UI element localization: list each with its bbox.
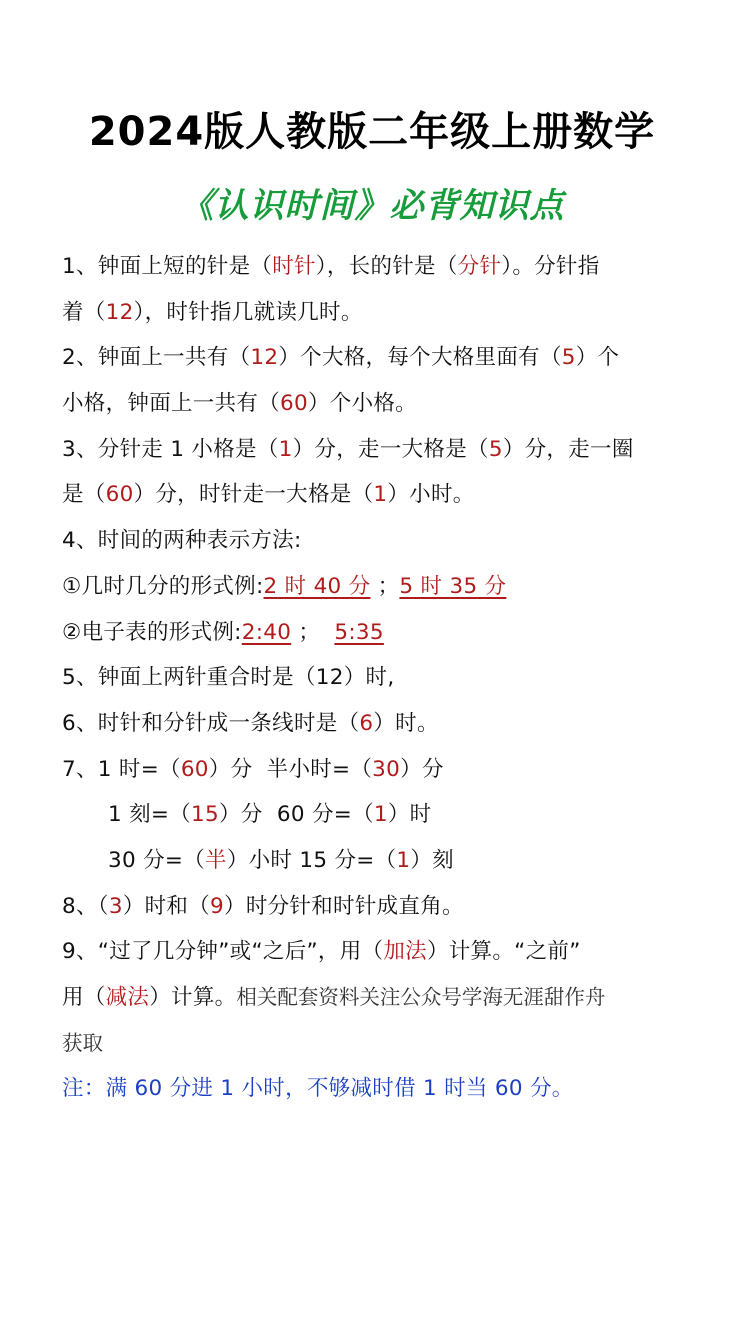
- item-text: 7、1 时=（: [62, 756, 181, 782]
- answer: 12: [105, 299, 134, 325]
- item-text: ；: [370, 573, 400, 599]
- item-text: ）个: [575, 345, 620, 371]
- item-text: 1 刻=（: [108, 802, 192, 828]
- item-text: 着（: [62, 299, 106, 325]
- item-text: ）时分针和时针成直角。: [224, 893, 464, 919]
- item-text: 9、“过了几分钟”或“之后”，用（: [62, 939, 384, 965]
- item-text: 3、分针走 1 小格是（: [62, 436, 279, 462]
- item-text: 2、钟面上一共有（: [62, 345, 251, 371]
- item-text: 6、时针和分针成一条线时是（: [62, 710, 360, 736]
- item-6: [62, 701, 712, 747]
- answer: 2:40: [241, 619, 292, 645]
- item-text: ①几时几分的形式例:: [62, 573, 264, 599]
- item-text: ）小时 15 分=（: [226, 847, 397, 873]
- answer: 5: [561, 345, 576, 371]
- answer: 半: [205, 847, 227, 873]
- answer: 2 时 40 分: [263, 573, 371, 599]
- item-text: 30 分=（: [108, 847, 206, 873]
- item-1-line-2: [62, 290, 712, 336]
- item-text: ；: [291, 619, 335, 645]
- answer: 1: [278, 436, 293, 462]
- item-9-line-1: [62, 929, 712, 975]
- answer: 9: [210, 893, 225, 919]
- item-3-line-1: [62, 427, 712, 473]
- item-text: ）时: [387, 802, 432, 828]
- answer: 加法: [383, 939, 427, 965]
- answer: 12: [250, 345, 279, 371]
- item-text: ）分 半小时=（: [208, 756, 373, 782]
- item-text: ）时和（: [122, 893, 211, 919]
- item-text: 用（: [62, 985, 106, 1010]
- answer: 60: [105, 482, 134, 508]
- note: 注：满 60 分进 1 小时，不够减时借 1 时当 60 分。: [62, 1076, 574, 1102]
- page-title: 2024版人教版二年级上册数学: [88, 109, 656, 155]
- answer: 分针: [457, 254, 502, 279]
- item-5: 5、钟面上两针重合时是（12）时,: [62, 665, 395, 691]
- item-7-line-3: [62, 838, 712, 884]
- item-text: ），时针指几就读几时。: [133, 299, 363, 325]
- item-text: ）计算。“之前”: [426, 939, 581, 965]
- item-9-line-3: 获取: [62, 1030, 103, 1055]
- item-text: ）分，走一大格是（: [292, 436, 489, 462]
- item-4-example-b: [62, 610, 712, 656]
- item-text: ）个大格，每个大格里面有（: [278, 345, 562, 371]
- item-text: ）计算。: [149, 985, 237, 1010]
- item-text: 小格，钟面上一共有（: [62, 391, 281, 417]
- answer: 30: [372, 756, 401, 782]
- answer: 时针: [272, 254, 316, 279]
- item-text: 是（: [62, 482, 106, 508]
- answer: 60: [280, 391, 308, 417]
- item-4-example-a: [62, 564, 712, 610]
- item-text: ）时。: [373, 710, 439, 736]
- item-text: ）分，时针走一大格是（: [133, 482, 374, 508]
- answer: 5: [488, 436, 503, 462]
- answer: 5 时 35 分: [399, 573, 507, 599]
- item-text: 1、钟面上短的针是（: [62, 254, 273, 279]
- answer: 15: [191, 802, 219, 828]
- knowledge-list: [62, 244, 712, 1112]
- item-7-line-1: [62, 747, 712, 793]
- page-subtitle: 《认识时间》必背知识点: [179, 186, 565, 226]
- item-2-line-1: [62, 335, 712, 381]
- item-7-line-2: [62, 792, 712, 838]
- item-2-line-2: [62, 381, 712, 427]
- item-4-heading: 4、时间的两种表示方法:: [62, 528, 302, 554]
- answer: 5:35: [334, 619, 384, 645]
- answer: 1: [373, 802, 388, 828]
- item-9-line-2: [62, 975, 712, 1021]
- item-text: ）分 60 分=（: [219, 802, 374, 828]
- item-text: ）分，走一圈: [502, 436, 634, 462]
- item-text: ）刻: [410, 847, 454, 873]
- item-text: ）个小格。: [307, 391, 417, 417]
- answer: 3: [108, 893, 123, 919]
- item-1-line-1: [62, 244, 712, 290]
- answer: 减法: [105, 985, 150, 1010]
- answer: 1: [373, 482, 388, 508]
- item-text: ）分: [400, 756, 444, 782]
- item-text: ），长的针是（: [315, 254, 458, 279]
- item-text: ）。分针指: [501, 254, 600, 279]
- promo-text: 相关配套资料关注公众号学海无涯甜作舟: [236, 985, 606, 1009]
- item-text: ②电子表的形式例:: [62, 619, 242, 645]
- item-8: [62, 884, 712, 930]
- item-text: 8、（: [62, 893, 109, 919]
- answer: 6: [359, 710, 374, 736]
- answer: 60: [180, 756, 209, 782]
- answer: 1: [396, 847, 411, 873]
- item-text: ）小时。: [387, 482, 475, 508]
- item-3-line-2: [62, 472, 712, 518]
